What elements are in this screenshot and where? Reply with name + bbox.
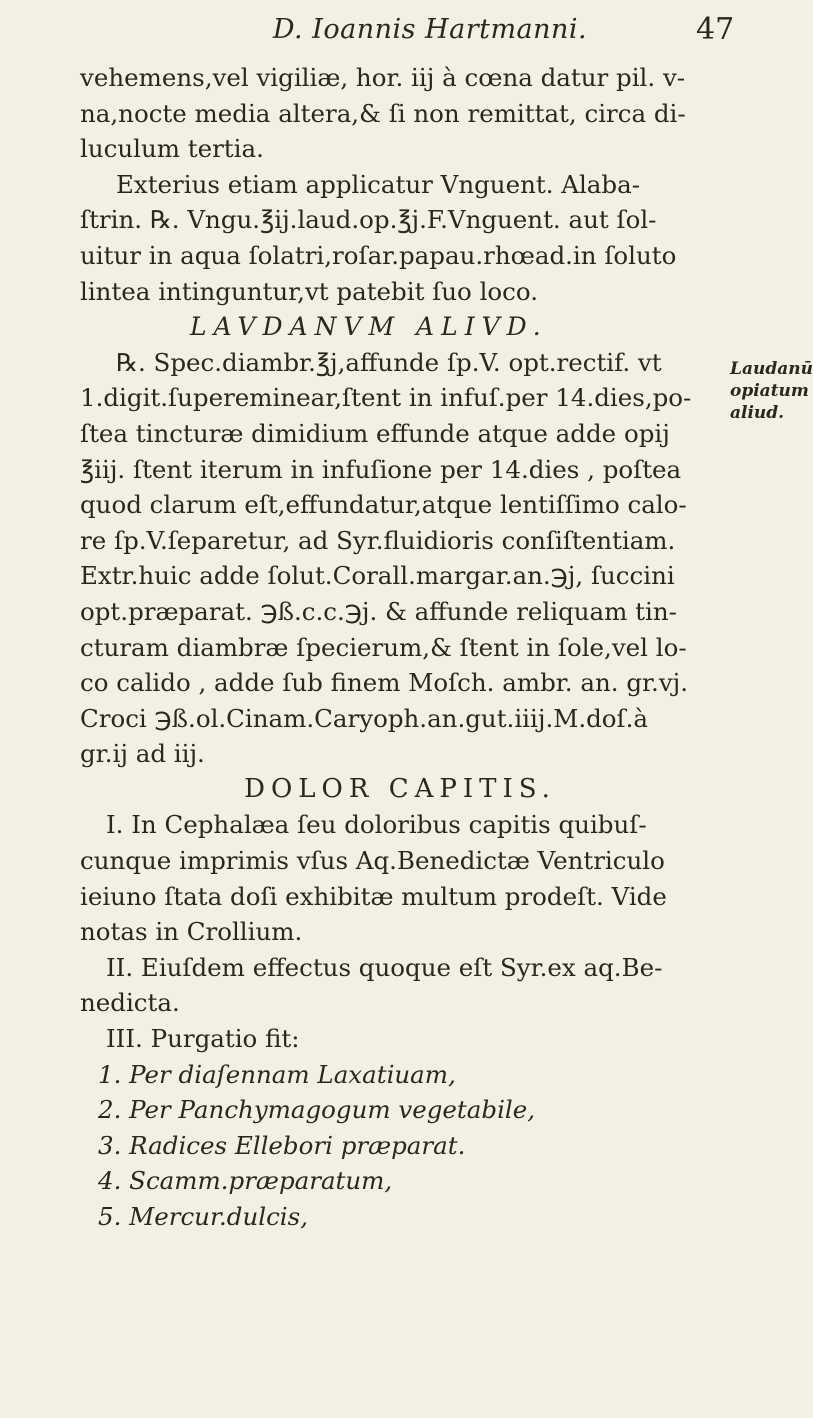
- margin-note: [730, 358, 813, 424]
- margin-note-line: opiatum: [730, 381, 809, 401]
- text-line: ſtea tincturæ dimidium effunde atque adde opij: [80, 418, 670, 448]
- section-heading: DOLOR CAPITIS.: [244, 773, 556, 804]
- text-line: ieiuno ſtata doſi exhibitæ multum prodeſt. Vide: [80, 881, 667, 911]
- text-line: luculum tertia.: [80, 134, 264, 164]
- text-line: ſtrin. ℞. Vngu.℥ij.laud.op.℥j.F.Vnguent. aut ſol-: [80, 205, 657, 235]
- section-heading: LAVDANVM ALIVD.: [190, 312, 548, 342]
- text-line: cunque imprimis vſus Aq.Benedictæ Ventriculo: [80, 846, 665, 876]
- list-item: 4. Scamm.præparatum,: [98, 1166, 393, 1196]
- running-title: D. Ioannis Hartmanni.: [272, 14, 588, 45]
- list-item: 5. Mercur.dulcis,: [98, 1202, 308, 1231]
- text-line: quod clarum eſt,effundatur,atque lentiſſimo calo-: [80, 490, 687, 520]
- text-line: notas in Crollium.: [80, 917, 303, 947]
- text-line: Croci ℈ß.ol.Cinam.Caryoph.an.gut.iiij.M.doſ.à: [80, 703, 649, 733]
- text-line: III. Purgatio fit:: [106, 1024, 300, 1054]
- text-line: co calido , adde ſub finem Moſch. ambr. an. gr.vj.: [80, 668, 689, 698]
- text-line: ℥iij. ſtent iterum in infuſione per 14.dies , poſtea: [80, 454, 682, 484]
- margin-note-line: aliud.: [730, 403, 785, 423]
- text-line: uitur in aqua ſolatri,roſar.papau.rhœad.in ſoluto: [80, 240, 677, 270]
- body-text: [80, 60, 720, 1235]
- list-item: 3. Radices Ellebori præparat.: [98, 1130, 466, 1160]
- margin-note-line: Laudanū: [730, 359, 813, 379]
- text-line: Extr.huic adde ſolut.Corall.margar.an.℈j, ſuccini: [80, 561, 675, 591]
- text-line: Exterius etiam applicatur Vnguent. Alaba-: [116, 169, 640, 199]
- purgation-list: [80, 1057, 720, 1235]
- text-line: vehemens,vel vigiliæ, hor. iij à cœna datur pil. v-: [80, 63, 686, 92]
- text-line: II. Eiuſdem effectus quoque eſt Syr.ex aq.Be-: [106, 952, 663, 982]
- text-line: opt.præparat. ℈ß.c.c.℈j. & affunde reliquam tin-: [80, 596, 677, 626]
- text-line: I. In Cephalæa ſeu doloribus capitis quibuſ-: [106, 810, 647, 840]
- list-item: 1. Per diaſennam Laxatiuam,: [98, 1059, 456, 1089]
- text-line: lintea intinguntur,vt patebit ſuo loco.: [80, 276, 538, 306]
- page-number: 47: [696, 12, 735, 47]
- text-line: 1.digit.ſupereminear,ſtent in infuſ.per 14.dies,po-: [80, 383, 692, 413]
- list-item: 2. Per Panchymagogum vegetabile,: [98, 1095, 536, 1125]
- text-line: gr.ij ad iij.: [80, 739, 205, 769]
- text-line: na,nocte media altera,& ſi non remittat, circa di-: [80, 98, 686, 128]
- text-line: nedicta.: [80, 988, 180, 1018]
- text-line: ℞. Spec.diambr.℥j,affunde ſp.V. opt.rectif. vt: [116, 347, 662, 377]
- text-line: cturam diambræ ſpecierum,& ſtent in ſole,vel lo-: [80, 632, 687, 662]
- text-line: re ſp.V.ſeparetur, ad Syr.fluidioris conſiſtentiam.: [80, 525, 676, 555]
